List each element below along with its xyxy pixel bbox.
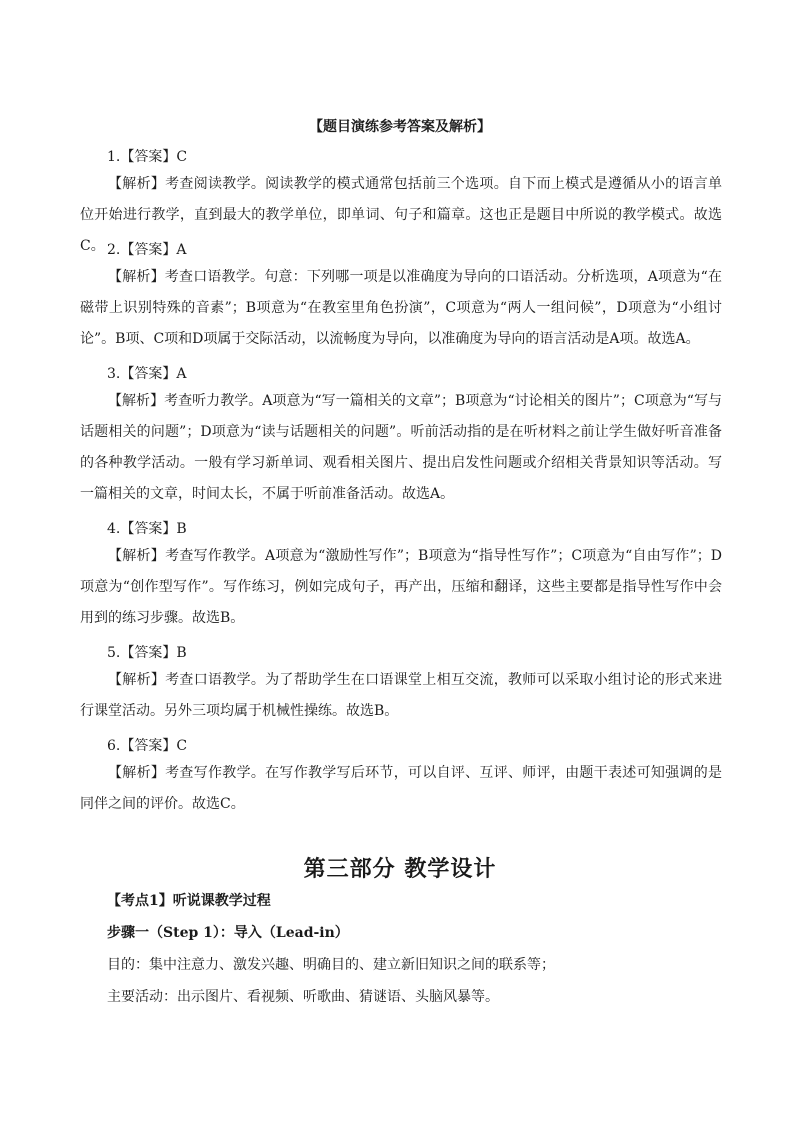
- answer-1-analysis: 【解析】考查阅读教学。阅读教学的模式通常包括前三个选项。自下而上模式是遵循从小的语言单位开始进行教学，直到最大的教学单位，即单词、句子和篇章。这也正是题目中所说的教学模式。故选C。: [80, 176, 722, 254]
- answer-4-label: 4.【答案】B: [107, 521, 187, 537]
- answer-6-analysis: 【解析】考查写作教学。在写作教学写后环节，可以自评、互评、师评，由题干表述可知强调的是同伴之间的评价。故选C。: [80, 765, 722, 812]
- answer-2-analysis: 【解析】考查口语教学。句意：下列哪一项是以准确度为导向的口语活动。分析选项，A项意为“在磁带上识别特殊的音素”；B项意为“在教室里角色扮演”，C项意为“两人一组问候”，D项意为“小组讨论”。B项、C项和D项属于交际活动，以流畅度为导向，以准确度为导向的语言活动是A项。故选A。: [80, 269, 722, 347]
- purpose-line: 目的：集中注意力、激发兴趣、明确目的、建立新旧知识之间的联系等；: [107, 957, 555, 973]
- answer-2-label: 2.【答案】A: [107, 242, 187, 258]
- answer-3-analysis: 【解析】考查听力教学。A项意为“写一篇相关的文章”；B项意为“讨论相关的图片”；C项意为“写与话题相关的问题”；D项意为“读与话题相关的问题”。听前活动指的是在听材料之前让学生做好听音准备的各种教学活动。一般有学习新单词、观看相关图片、提出启发性问题或介绍相关背景知识等活动。写一篇相关的文章，时间太长，不属于听前准备活动。故选A。: [80, 393, 722, 502]
- answer-5-analysis: 【解析】考查口语教学。为了帮助学生在口语课堂上相互交流，教师可以采取小组讨论的形式来进行课堂活动。另外三项均属于机械性操练。故选B。: [80, 672, 722, 719]
- answers-section-title: 【题目演练参考答案及解析】: [309, 119, 491, 135]
- answer-1-label: 1.【答案】C: [107, 149, 188, 165]
- answer-3-label: 3.【答案】A: [107, 366, 187, 382]
- step-heading: 步骤一（Step 1）：导入（Lead-in）: [107, 925, 349, 941]
- activities-line: 主要活动：出示图片、看视频、听歌曲、猜谜语、头脑风暴等。: [107, 989, 499, 1005]
- answer-6-label: 6.【答案】C: [107, 738, 188, 754]
- answer-5-label: 5.【答案】B: [107, 645, 187, 661]
- part-three-title: 第三部分 教学设计: [303, 856, 497, 882]
- answer-4-analysis: 【解析】考查写作教学。A项意为“激励性写作”；B项意为“指导性写作”；C项意为“自由写作”；D项意为“创作型写作”。写作练习，例如完成句子，再产出，压缩和翻译，这些主要都是指导性写作中会用到的练习步骤。故选B。: [80, 548, 722, 626]
- kaodian-heading: 【考点1】听说课教学过程: [107, 893, 271, 909]
